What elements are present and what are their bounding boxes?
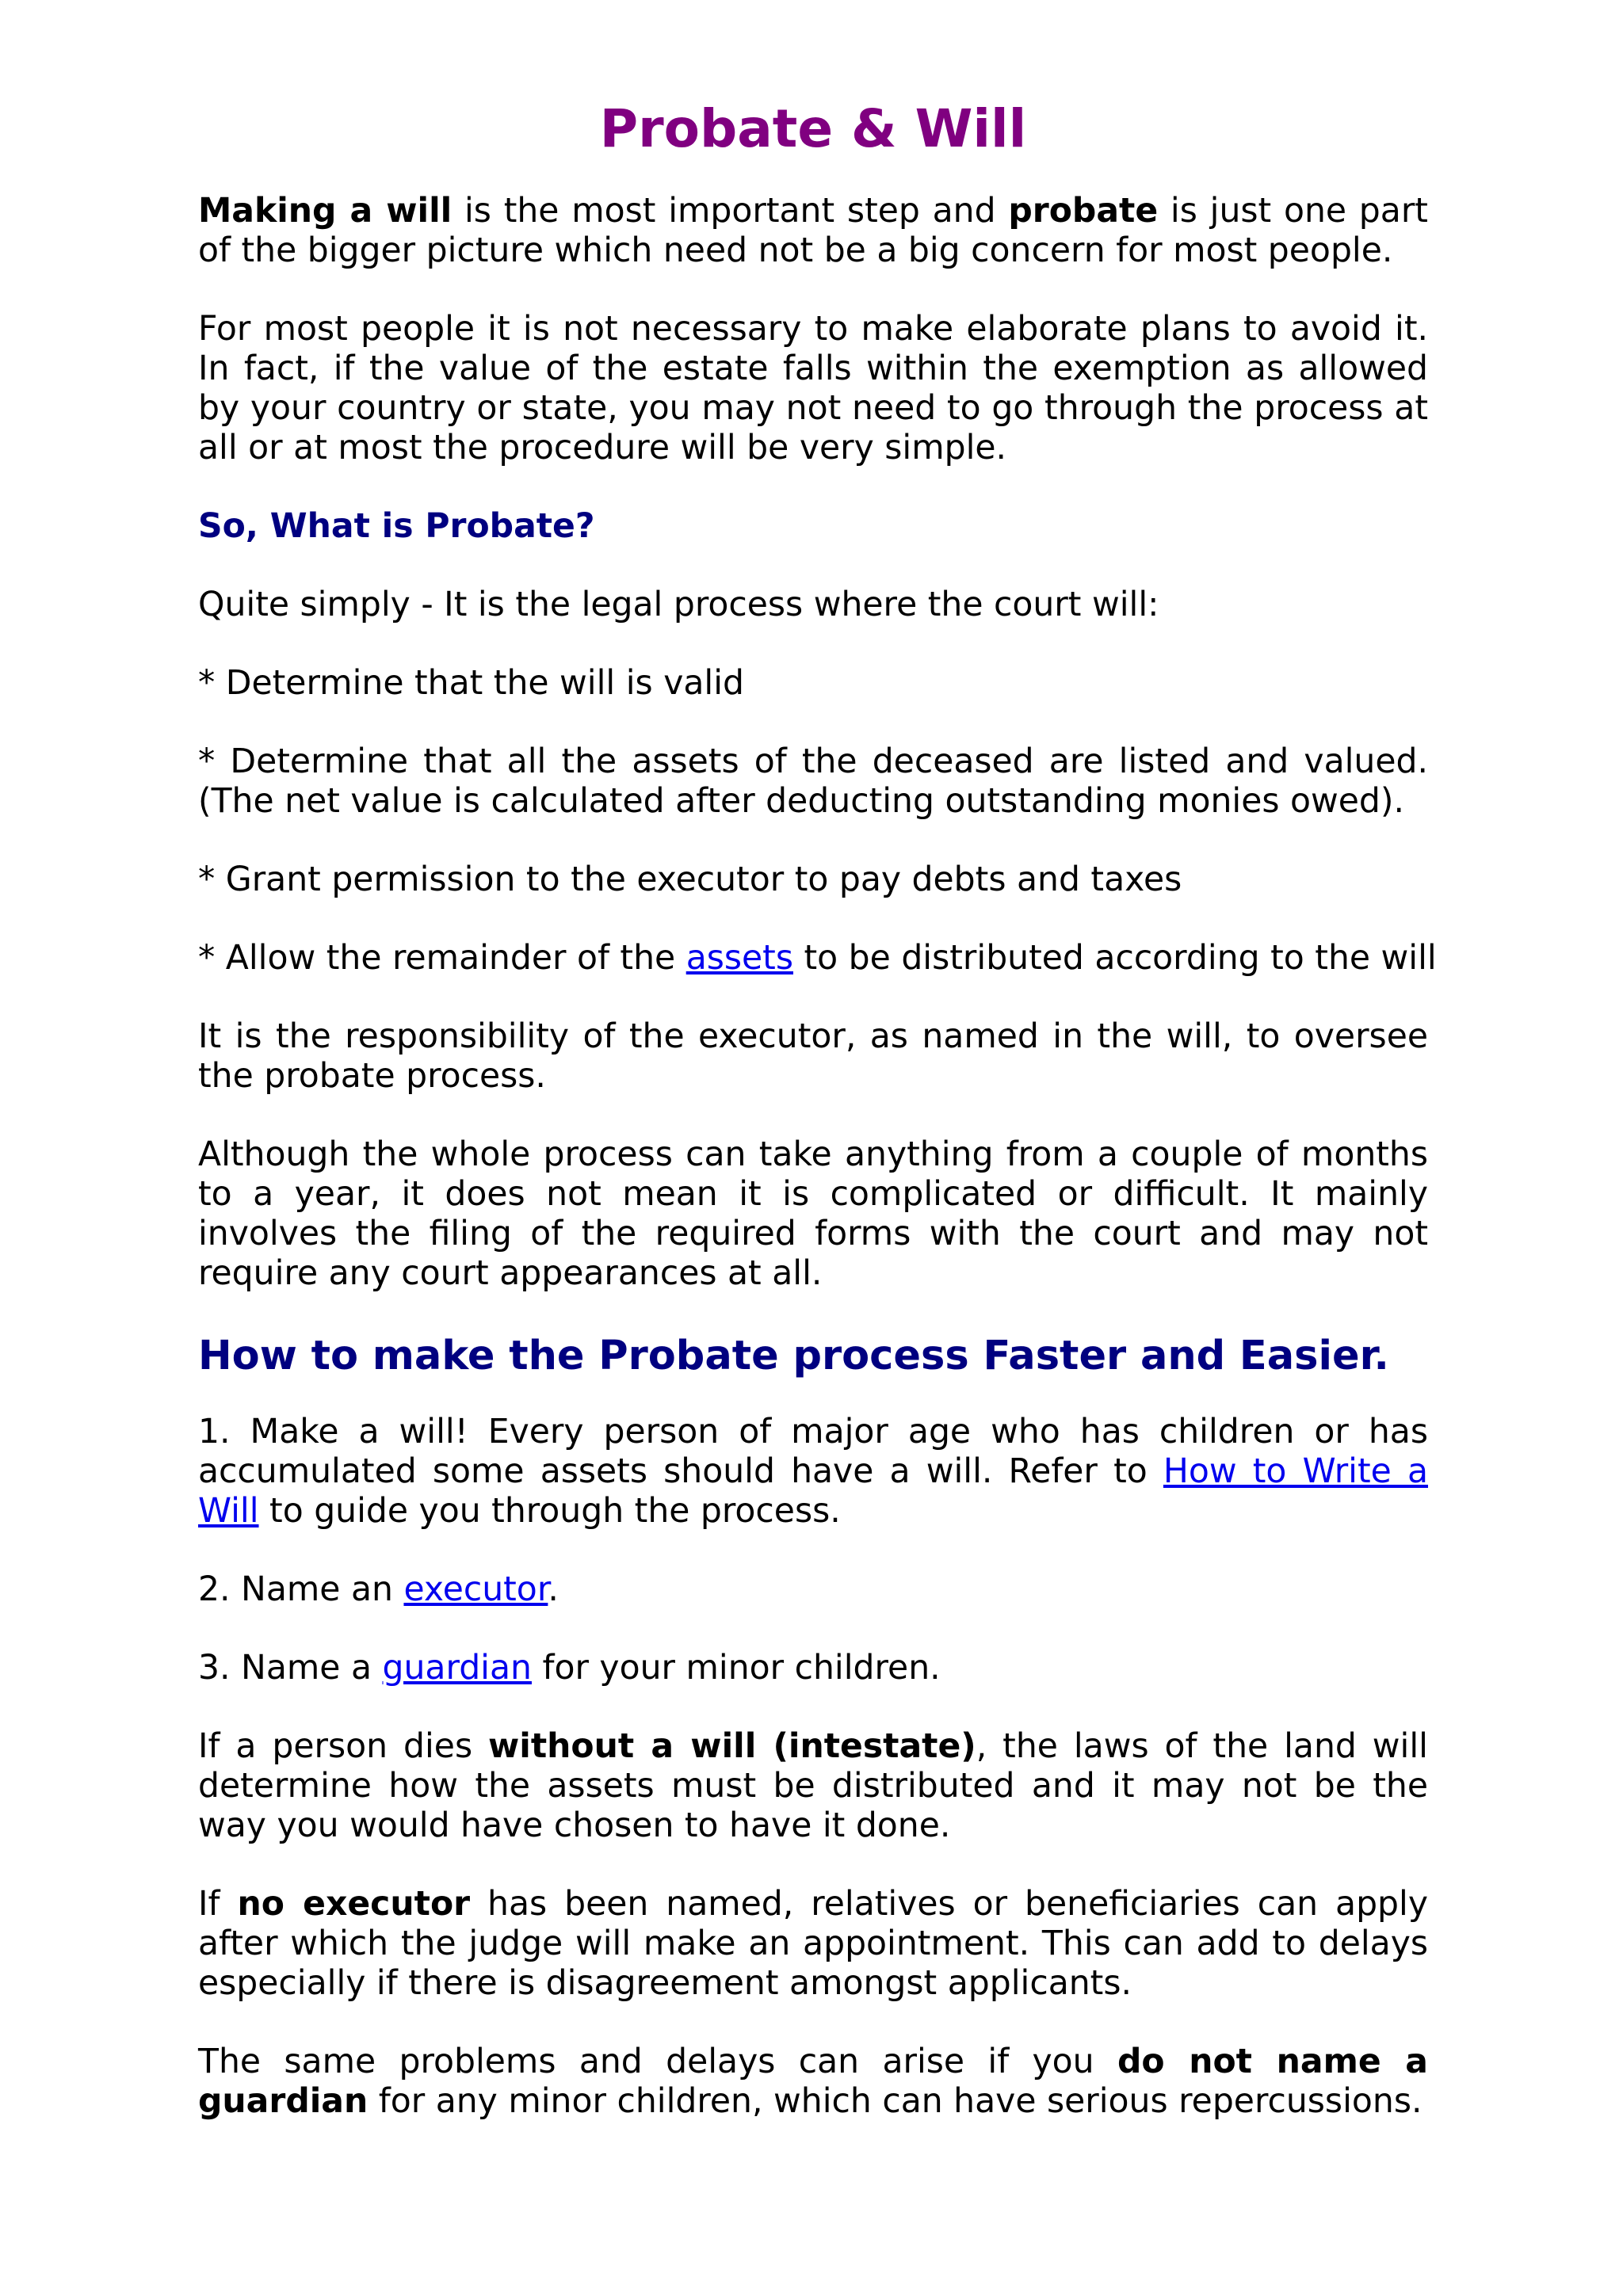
intro-bold-making-a-will: Making a will [198, 192, 453, 231]
probate-item-assets-listed: * Determine that all the assets of the deceased are listed and valued. (The net value is calculated after deducting outstanding monies owed). [198, 742, 1428, 821]
intro-text-2: is just one part of the bigger picture which need not be a big concern for most people. [198, 192, 1428, 270]
no-executor-paragraph [198, 1885, 1428, 2004]
how-to-write-a-will-link[interactable]: How to Write a Will [198, 1452, 1428, 1531]
probate-lead-paragraph: Quite simply - It is the legal process where the court will: [198, 585, 1159, 624]
probate-item-grant-permission: * Grant permission to the executor to pay debts and taxes [198, 860, 1182, 899]
guardian-text-pre: The same problems and delays can arise if you [198, 2042, 1117, 2081]
intro-text-1: is the most important step and [452, 192, 1009, 231]
noexec-bold: no executor [237, 1885, 471, 1924]
distribute-text-pre: * Allow the remainder of the [198, 939, 686, 978]
page-title: Probate & Will [599, 98, 1027, 159]
guardian-text-post: for any minor children, which can have serious repercussions. [368, 2082, 1423, 2121]
process-duration-paragraph: Although the whole process can take anything from a couple of months to a year, it does not mean it is complicated or difficult. It mainly involves the filing of the required forms with the court and may not require any court appearances at all. [198, 1135, 1428, 1293]
probate-item-valid: * Determine that the will is valid [198, 664, 744, 703]
no-guardian-paragraph [198, 2042, 1428, 2122]
what-is-probate-heading: So, What is Probate? [198, 507, 595, 546]
intestate-text-pre: If a person dies [198, 1727, 489, 1766]
step-name-guardian [198, 1649, 1428, 1688]
noexec-text-post: has been named, relatives or beneficiaries can apply after which the judge will make an appointment. This can add to delays especially if there is disagreement amongst applicants. [198, 1885, 1428, 2003]
intestate-bold: without a will (intestate) [488, 1727, 976, 1766]
executor-link[interactable]: executor [403, 1570, 548, 1609]
assets-link[interactable]: assets [685, 939, 793, 978]
step1-text-post: to guide you through the process. [258, 1492, 841, 1531]
faster-easier-heading: How to make the Probate process Faster and Easier. [198, 1333, 1389, 1379]
distribute-text-post: to be distributed according to the will [793, 939, 1437, 978]
guardian-link[interactable]: guardian [382, 1649, 532, 1688]
probate-item-distribute [198, 939, 1437, 978]
intro-bold-probate: probate [1008, 192, 1159, 231]
step-make-will [198, 1413, 1428, 1531]
intro-paragraph [198, 192, 1428, 271]
executor-responsibility-paragraph: It is the responsibility of the executor, as named in the will, to oversee the probate process. [198, 1017, 1428, 1096]
noexec-text-pre: If [198, 1885, 238, 1924]
guardian-bold: do not name a guardian [198, 2042, 1428, 2121]
document-page [198, 93, 1437, 2161]
step2-text-post: . [548, 1570, 559, 1609]
step3-text-pre: 3. Name a [198, 1649, 383, 1688]
step2-text-pre: 2. Name an [198, 1570, 404, 1609]
step3-text-post: for your minor children. [531, 1649, 941, 1688]
intestate-paragraph [198, 1727, 1428, 1846]
step-name-executor [198, 1570, 1428, 1610]
step1-text-pre: 1. Make a will! Every person of major age who has children or has accumulated some assets should have a will. Refer to [198, 1413, 1428, 1491]
estate-exemption-paragraph: For most people it is not necessary to make elaborate plans to avoid it. In fact, if the value of the estate falls within the exemption as allowed by your country or state, you may not need to go through the process at all or at most the procedure will be very simple. [198, 310, 1428, 467]
intestate-text-post: , the laws of the land will determine how the assets must be distributed and it may not be the way you would have chosen to have it done. [198, 1727, 1428, 1845]
